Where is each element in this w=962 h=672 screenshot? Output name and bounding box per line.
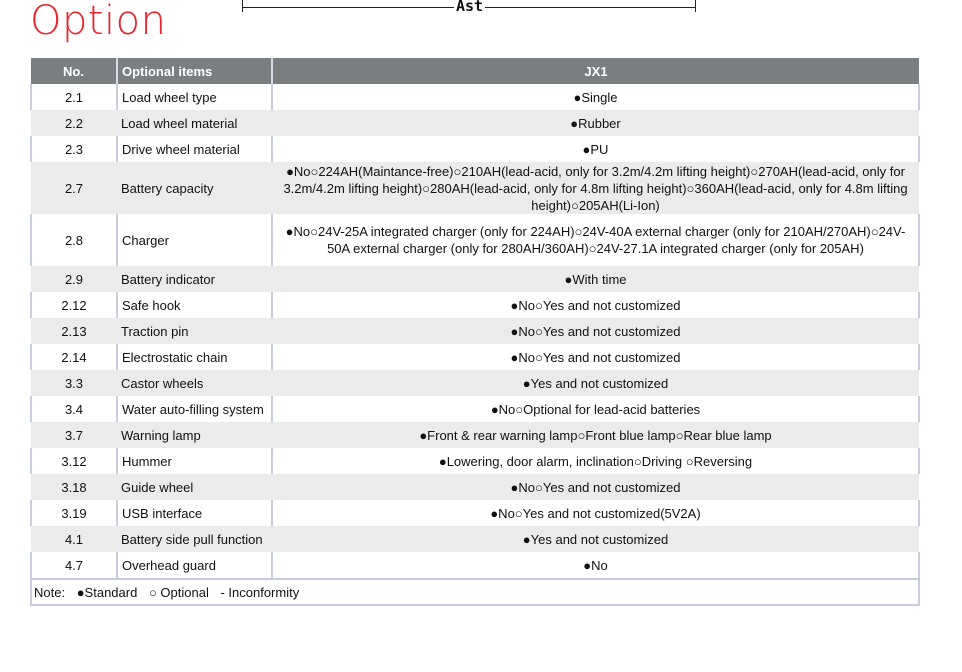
row-number: 2.8 — [31, 214, 117, 266]
row-item: Battery capacity — [117, 162, 272, 214]
row-number: 4.1 — [31, 526, 117, 552]
row-item: Battery indicator — [117, 266, 272, 292]
row-value: ●Front & rear warning lamp○Front blue lamp○Rear blue lamp — [272, 422, 919, 448]
row-number: 2.13 — [31, 318, 117, 344]
row-item: Charger — [117, 214, 272, 266]
table-row — [31, 214, 919, 266]
row-number: 2.3 — [31, 136, 117, 162]
row-item: Hummer — [117, 448, 272, 474]
row-number: 3.18 — [31, 474, 117, 500]
row-item: Battery side pull function — [117, 526, 272, 552]
table-row — [31, 422, 919, 448]
legend-label: Note: — [34, 584, 66, 600]
dimension-line — [242, 0, 696, 18]
row-item: Castor wheels — [117, 370, 272, 396]
row-item: Load wheel material — [117, 110, 272, 136]
row-value: ●Lowering, door alarm, inclination○Driving ○Reversing — [272, 448, 919, 474]
row-value: ●No○224AH(Maintance-free)○210AH(lead-acid, only for 3.2m/4.2m lifting height)○270AH(lead-acid, only for 3.2m/4.2m lifting height)○280AH(lead-acid, only for 4.8m lifting height)○360AH(lead-acid, only for 4.8m lifting height)○205AH(Li-Ion) — [272, 162, 919, 214]
table-header-row — [31, 58, 919, 84]
row-number: 3.4 — [31, 396, 117, 422]
table-row — [31, 318, 919, 344]
row-item: Guide wheel — [117, 474, 272, 500]
table-row — [31, 370, 919, 396]
table-row — [31, 266, 919, 292]
row-number: 3.19 — [31, 500, 117, 526]
table-row — [31, 162, 919, 214]
header-no: No. — [31, 58, 117, 84]
row-number: 2.12 — [31, 292, 117, 318]
legend-optional: ○ Optional — [148, 584, 209, 600]
row-number: 4.7 — [31, 552, 117, 579]
table-row — [31, 526, 919, 552]
row-number: 2.14 — [31, 344, 117, 370]
page-title: Option — [30, 0, 167, 44]
legend-cell — [31, 579, 919, 605]
table-row — [31, 474, 919, 500]
table-row — [31, 292, 919, 318]
options-table — [30, 58, 920, 606]
row-value: ●No○24V-25A integrated charger (only for 224AH)○24V-40A external charger (only for 210AH/270AH)○24V-50A external charger (only for 280AH/360AH)○24V-27.1A integrated charger (only for 205AH) — [272, 214, 919, 266]
row-item: USB interface — [117, 500, 272, 526]
row-value: ●With time — [272, 266, 919, 292]
row-value: ●No○Yes and not customized(5V2A) — [272, 500, 919, 526]
row-item: Electrostatic chain — [117, 344, 272, 370]
table-row — [31, 448, 919, 474]
legend-inconformity: - Inconformity — [220, 584, 300, 600]
table-row — [31, 110, 919, 136]
row-value: ●No○Yes and not customized — [272, 292, 919, 318]
row-number: 2.1 — [31, 84, 117, 110]
header-optional-items: Optional items — [117, 58, 272, 84]
row-value: ●No○Yes and not customized — [272, 344, 919, 370]
row-item: Safe hook — [117, 292, 272, 318]
row-item: Warning lamp — [117, 422, 272, 448]
row-item: Overhead guard — [117, 552, 272, 579]
row-value: ●No○Yes and not customized — [272, 474, 919, 500]
row-value: ●No○Optional for lead-acid batteries — [272, 396, 919, 422]
row-number: 2.9 — [31, 266, 117, 292]
row-value: ●No — [272, 552, 919, 579]
row-item: Water auto-filling system — [117, 396, 272, 422]
row-number: 3.3 — [31, 370, 117, 396]
row-item: Traction pin — [117, 318, 272, 344]
table-row — [31, 396, 919, 422]
row-value: ●Yes and not customized — [272, 370, 919, 396]
dimension-tick-right — [695, 0, 696, 12]
row-number: 2.2 — [31, 110, 117, 136]
row-value: ●Yes and not customized — [272, 526, 919, 552]
row-item: Drive wheel material — [117, 136, 272, 162]
table-row — [31, 500, 919, 526]
row-number: 3.7 — [31, 422, 117, 448]
row-value: ●PU — [272, 136, 919, 162]
legend-standard: ●Standard — [76, 584, 138, 600]
table-row — [31, 552, 919, 579]
row-value: ●Single — [272, 84, 919, 110]
row-value: ●Rubber — [272, 110, 919, 136]
dimension-label: Ast — [454, 0, 485, 15]
row-number: 3.12 — [31, 448, 117, 474]
dimension-tick-left — [242, 0, 243, 12]
header-model: JX1 — [272, 58, 919, 84]
table-row — [31, 344, 919, 370]
table-row — [31, 136, 919, 162]
table-row — [31, 84, 919, 110]
row-item: Load wheel type — [117, 84, 272, 110]
row-number: 2.7 — [31, 162, 117, 214]
row-value: ●No○Yes and not customized — [272, 318, 919, 344]
legend-row — [31, 579, 919, 605]
